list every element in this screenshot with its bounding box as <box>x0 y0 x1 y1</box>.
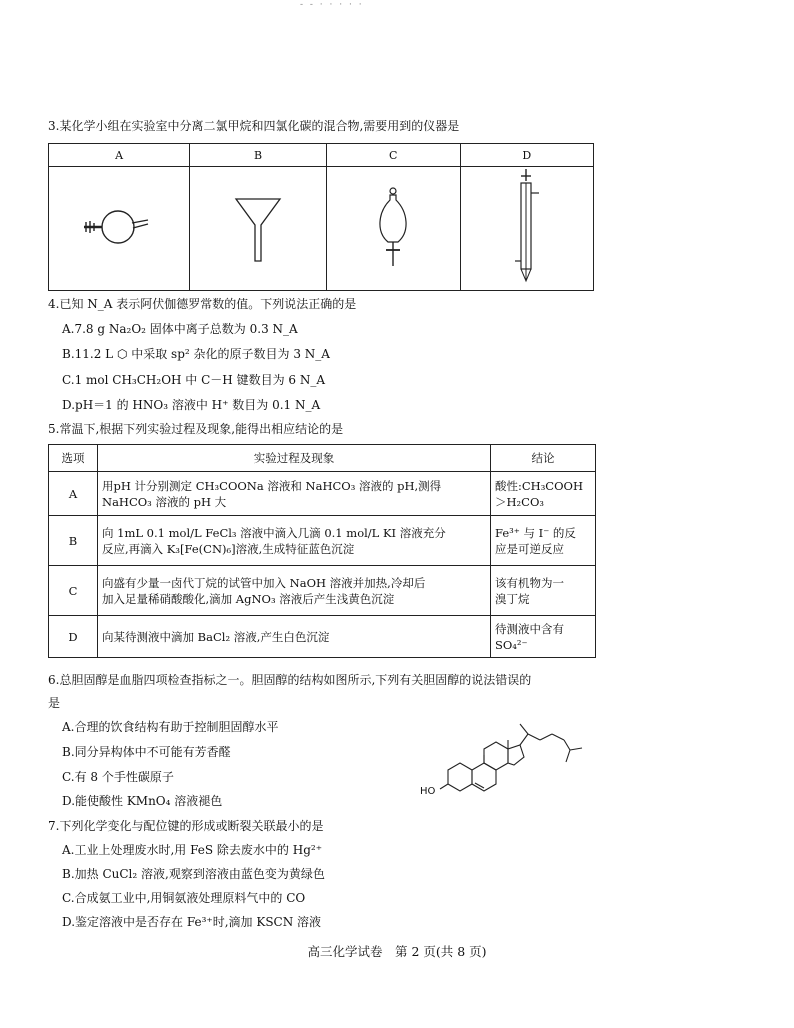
q5-row-a-option: A <box>49 472 98 516</box>
q5-row-b-process <box>98 516 491 566</box>
q6-option-b: B.同分异构体中不可能有芳香醛 <box>62 745 231 759</box>
cholesterol-structure-icon <box>410 712 600 802</box>
q5-row-d-process-line1: 向某待测液中滴加 BaCl₂ 溶液,产生白色沉淀 <box>102 629 330 644</box>
page-footer: 高三化学试卷 第 2 页(共 8 页) <box>307 944 487 959</box>
table-row <box>49 472 596 516</box>
q5-row-c-conclusion-line2: 溴丁烷 <box>495 591 530 606</box>
q6-option-d: D.能使酸性 KMnO₄ 溶液褪色 <box>62 794 223 808</box>
table-row <box>49 566 596 616</box>
q3-header-d: D <box>460 144 593 167</box>
q5-row-b-process-line2: 反应,再滴入 K₃[Fe(CN)₆]溶液,生成特征蓝色沉淀 <box>102 541 355 556</box>
q5-row-a-conclusion-line2: ＞H₂CO₃ <box>495 494 544 509</box>
q3-header-c: C <box>326 144 460 167</box>
q7-stem: 7.下列化学变化与配位键的形成或断裂关联最小的是 <box>48 819 324 833</box>
q4-stem: 4.已知 N_A 表示阿伏伽德罗常数的值。下列说法正确的是 <box>48 297 357 311</box>
q5-row-c-conclusion <box>491 566 596 616</box>
q5-row-b-conclusion <box>491 516 596 566</box>
q6-option-a: A.合理的饮食结构有助于控制胆固醇水平 <box>62 720 279 734</box>
q5-header-conclusion: 结论 <box>491 445 596 472</box>
hydroxyl-label: HO <box>420 786 436 797</box>
q3-stem: 3.某化学小组在实验室中分离二氯甲烷和四氯化碳的混合物,需要用到的仪器是 <box>48 119 460 133</box>
q5-row-c-conclusion-line1: 该有机物为一 <box>495 575 564 590</box>
q5-row-a-process-line1: 用pH 计分别测定 CH₃COONa 溶液和 NaHCO₃ 溶液的 pH,测得 <box>102 478 442 493</box>
q3-header-a: A <box>49 144 190 167</box>
separatory-funnel-icon <box>368 182 418 272</box>
q5-row-d-process <box>98 616 491 658</box>
q4-option-b: B.11.2 L ⬡ 中采取 sp² 杂化的原子数目为 3 N_A <box>62 347 330 361</box>
scan-header-remnant: - - · · · · · <box>300 0 364 10</box>
q7-option-b: B.加热 CuCl₂ 溶液,观察到溶液由蓝色变为黄绿色 <box>62 867 325 881</box>
q3-cell-b <box>190 167 327 291</box>
funnel-icon <box>228 187 288 267</box>
q5-row-b-process-line1: 向 1mL 0.1 mol/L FeCl₃ 溶液中滴入几滴 0.1 mol/L KI 溶液充分 <box>102 525 446 540</box>
q5-row-d-conclusion <box>491 616 596 658</box>
q6-stem-line1: 6.总胆固醇是血脂四项检查指标之一。胆固醇的结构如图所示,下列有关胆固醇的说法错误的 <box>48 673 532 687</box>
q3-apparatus-table <box>48 143 594 291</box>
q5-stem: 5.常温下,根据下列实验过程及现象,能得出相应结论的是 <box>48 422 344 436</box>
q5-header-process: 实验过程及现象 <box>98 445 491 472</box>
q5-row-c-process <box>98 566 491 616</box>
q4-option-a: A.7.8 g Na₂O₂ 固体中离子总数为 0.3 N_A <box>62 322 298 336</box>
q7-option-c: C.合成氨工业中,用铜氨液处理原料气中的 CO <box>62 891 306 905</box>
q5-row-a-process-line2: NaHCO₃ 溶液的 pH 大 <box>102 494 227 509</box>
q5-row-b-option: B <box>49 516 98 566</box>
q4-option-d: D.pH＝1 的 HNO₃ 溶液中 H⁺ 数目为 0.1 N_A <box>62 398 321 412</box>
condenser-icon <box>507 167 547 287</box>
q3-header-b: B <box>190 144 327 167</box>
q5-row-c-process-line1: 向盛有少量一卤代丁烷的试管中加入 NaOH 溶液并加热,冷却后 <box>102 575 426 590</box>
q3-cell-d <box>460 167 593 291</box>
q5-row-a-process <box>98 472 491 516</box>
q3-cell-a <box>49 167 190 291</box>
q5-row-a-conclusion-line1: 酸性:CH₃COOH <box>495 478 583 493</box>
round-bottom-flask-icon <box>74 197 164 257</box>
q5-row-d-conclusion-line1: 待测液中含有 <box>495 621 564 636</box>
q4-option-c: C.1 mol CH₃CH₂OH 中 C－H 键数目为 6 N_A <box>62 373 326 387</box>
q5-row-c-process-line2: 加入足量稀硝酸酸化,滴加 AgNO₃ 溶液后产生浅黄色沉淀 <box>102 591 395 606</box>
q7-option-a: A.工业上处理废水时,用 FeS 除去废水中的 Hg²⁺ <box>62 843 323 857</box>
q5-header-option: 选项 <box>49 445 98 472</box>
q5-row-d-conclusion-line2: SO₄²⁻ <box>495 637 528 652</box>
q6-stem-line2: 是 <box>48 696 61 710</box>
q5-row-b-conclusion-line1: Fe³⁺ 与 I⁻ 的反 <box>495 525 576 540</box>
q5-row-a-conclusion <box>491 472 596 516</box>
q6-option-c: C.有 8 个手性碳原子 <box>62 770 174 784</box>
q3-cell-c <box>326 167 460 291</box>
q7-option-d: D.鉴定溶液中是否存在 Fe³⁺时,滴加 KSCN 溶液 <box>62 915 322 929</box>
q5-experiment-table <box>48 444 596 658</box>
q5-row-c-option: C <box>49 566 98 616</box>
q5-row-b-conclusion-line2: 应是可逆反应 <box>495 541 564 556</box>
q5-row-d-option: D <box>49 616 98 658</box>
table-row <box>49 516 596 566</box>
table-row <box>49 616 596 658</box>
